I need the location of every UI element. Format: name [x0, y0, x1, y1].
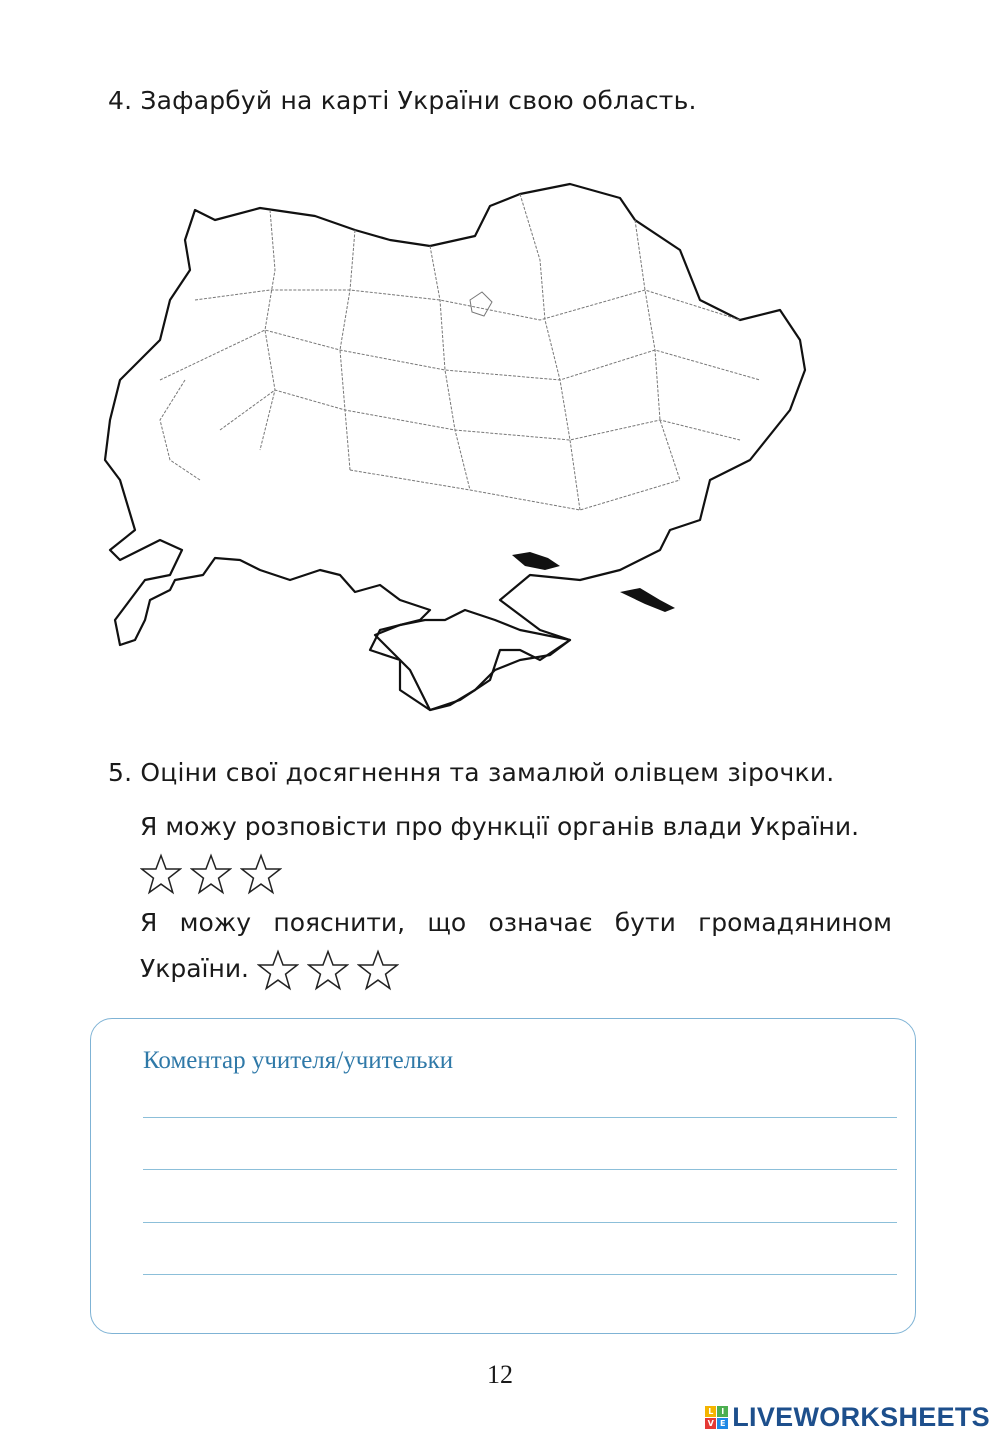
sea-spit: [620, 588, 675, 612]
region-border-5: [635, 220, 680, 480]
region-border-7: [160, 330, 760, 380]
logo-mark-cell: L: [705, 1406, 716, 1417]
kyiv-city: [470, 292, 492, 316]
region-border-3: [430, 246, 470, 490]
teacher-comment-box: [90, 1018, 916, 1334]
logo-text: LIVEWORKSHEETS: [732, 1402, 990, 1432]
region-border-10: [160, 380, 200, 480]
comment-line[interactable]: [143, 1117, 897, 1118]
star-icon[interactable]: [190, 853, 232, 895]
statement-2: [140, 900, 892, 992]
region-border-9: [350, 470, 680, 510]
task-5-prompt: 5. Оціни свої досягнення та замалюй олівцем зірочки.: [108, 758, 835, 787]
star-icon[interactable]: [307, 949, 349, 991]
region-border-6: [195, 290, 740, 320]
teacher-comment-title: Коментар учителя/учительки: [143, 1047, 454, 1074]
logo-mark-cell: V: [705, 1418, 716, 1429]
star-rating-2[interactable]: [257, 949, 399, 991]
star-icon[interactable]: [140, 853, 182, 895]
region-border-8: [220, 390, 740, 440]
statement-1-text: Я можу розповісти про функції органів влади України.: [140, 812, 860, 841]
region-border-4: [520, 194, 580, 510]
star-rating-1[interactable]: [140, 853, 282, 895]
logo-mark-icon: [705, 1406, 728, 1429]
statement-1: [140, 804, 892, 896]
map-outline: [105, 184, 805, 710]
kakhovka-reservoir: [512, 552, 560, 570]
star-icon[interactable]: [257, 949, 299, 991]
comment-line[interactable]: [143, 1169, 897, 1170]
task-4-prompt: 4. Зафарбуй на карті України свою область.: [108, 86, 697, 115]
logo-mark-cell: I: [717, 1406, 728, 1417]
region-border-1: [260, 210, 275, 450]
liveworksheets-logo: [705, 1402, 990, 1433]
star-icon[interactable]: [240, 853, 282, 895]
logo-mark-cell: E: [717, 1418, 728, 1429]
comment-line[interactable]: [143, 1222, 897, 1223]
ukraine-map[interactable]: [100, 180, 910, 720]
statement-2-text: Я можу пояснити, що означає бути громадянином України.: [140, 908, 892, 983]
star-icon[interactable]: [357, 949, 399, 991]
page-number: 12: [487, 1360, 513, 1389]
comment-line[interactable]: [143, 1274, 897, 1275]
